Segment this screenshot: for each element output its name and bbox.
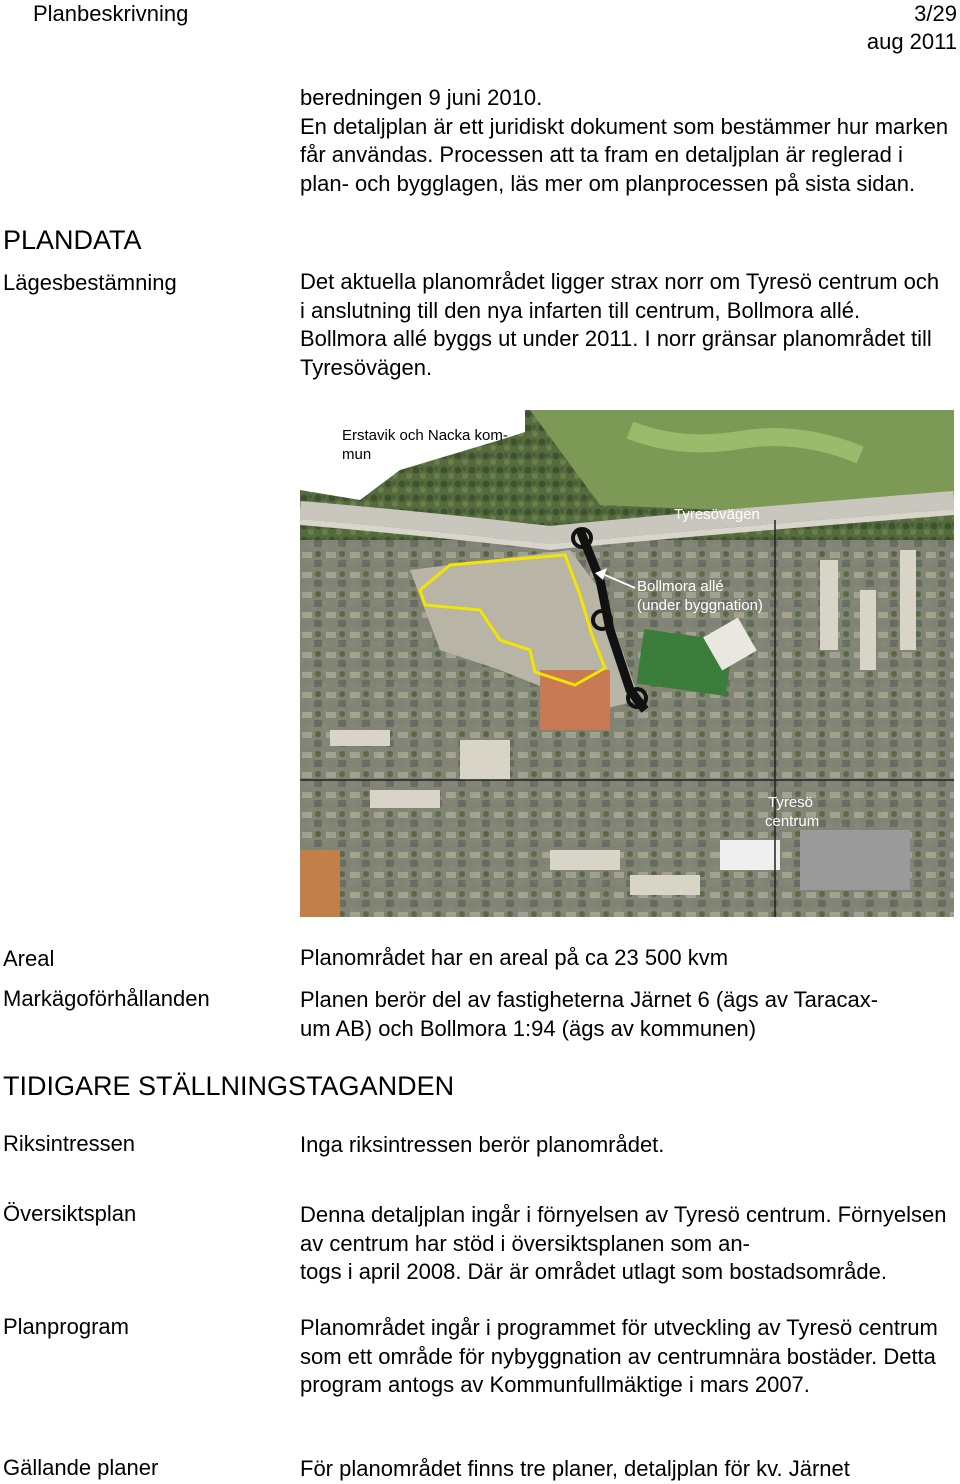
page-number: 3/29 <box>914 1 957 26</box>
label-current-plans: Gällande planer <box>3 1455 159 1480</box>
location-paragraph: Det aktuella planområdet ligger strax norr om Tyresö centrum och i anslutning till den nya infarten till centrum, Bollmora allé. Bollmora allé byggs ut under 2011. I norr gränsar planområdet till Tyresövägen. <box>300 269 940 380</box>
label-overview-plan: Översiktsplan <box>3 1201 137 1226</box>
area-paragraph: Planområdet har en areal på ca 23 500 kvm <box>300 945 729 970</box>
label-ownership: Markägoförhållanden <box>3 986 210 1011</box>
section-heading-previous: TIDIGARE STÄLLNINGSTAGANDEN <box>3 1071 455 1101</box>
aerial-map <box>300 410 954 917</box>
map-label-alle-1: Bollmora allé <box>637 578 724 595</box>
national-interest-paragraph: Inga riksintressen berör planområdet. <box>300 1132 665 1157</box>
map-label-centrum-2: centrum <box>765 813 820 830</box>
golf-course <box>530 410 954 510</box>
map-label-north-1: Erstavik och Nacka kom- <box>342 427 508 444</box>
section-heading-plandata: PLANDATA <box>3 225 142 255</box>
overview-plan-paragraph: Denna detaljplan ingår i förnyelsen av Tyresö centrum. Förnyelsen av centrum har stöd i översiktsplanen som an- togs i april 2008. Där är området utlagt som bostadsområde. <box>300 1202 947 1284</box>
ownership-paragraph: Planen berör del av fastigheterna Järnet 6 (ägs av Taracax- um AB) och Bollmora 1:94 (ägs av kommunen) <box>300 987 879 1041</box>
label-national-interest: Riksintressen <box>3 1131 136 1156</box>
current-plans-paragraph: För planområdet finns tre planer, detaljplan för kv. Järnet <box>300 1456 850 1481</box>
document-title: Planbeskrivning <box>33 1 189 26</box>
program-paragraph: Planområdet ingår i programmet för utveckling av Tyresö centrum som ett område för nybyggnation av centrumnära bostäder. Detta program antogs av Kommunfullmäktige i mars 2007. <box>300 1315 938 1397</box>
document-date: aug 2011 <box>866 29 957 54</box>
intro-paragraph: beredningen 9 juni 2010. En detaljplan är ett juridiskt dokument som bestämmer hur marken får användas. Processen att ta fram en detaljplan är reglerad i plan- och bygglagen, läs mer om planprocessen på sista sidan. <box>300 85 949 196</box>
map-label-centrum-1: Tyresö <box>768 794 814 811</box>
label-program: Planprogram <box>3 1314 129 1339</box>
label-location: Lägesbestämning <box>3 270 177 295</box>
map-label-alle-2: (under byggnation) <box>637 597 763 614</box>
map-label-road: Tyresövägen <box>674 506 760 523</box>
map-label-north-2: mun <box>342 446 372 463</box>
aerial-map-svg <box>300 410 954 917</box>
label-area: Areal <box>3 946 55 971</box>
